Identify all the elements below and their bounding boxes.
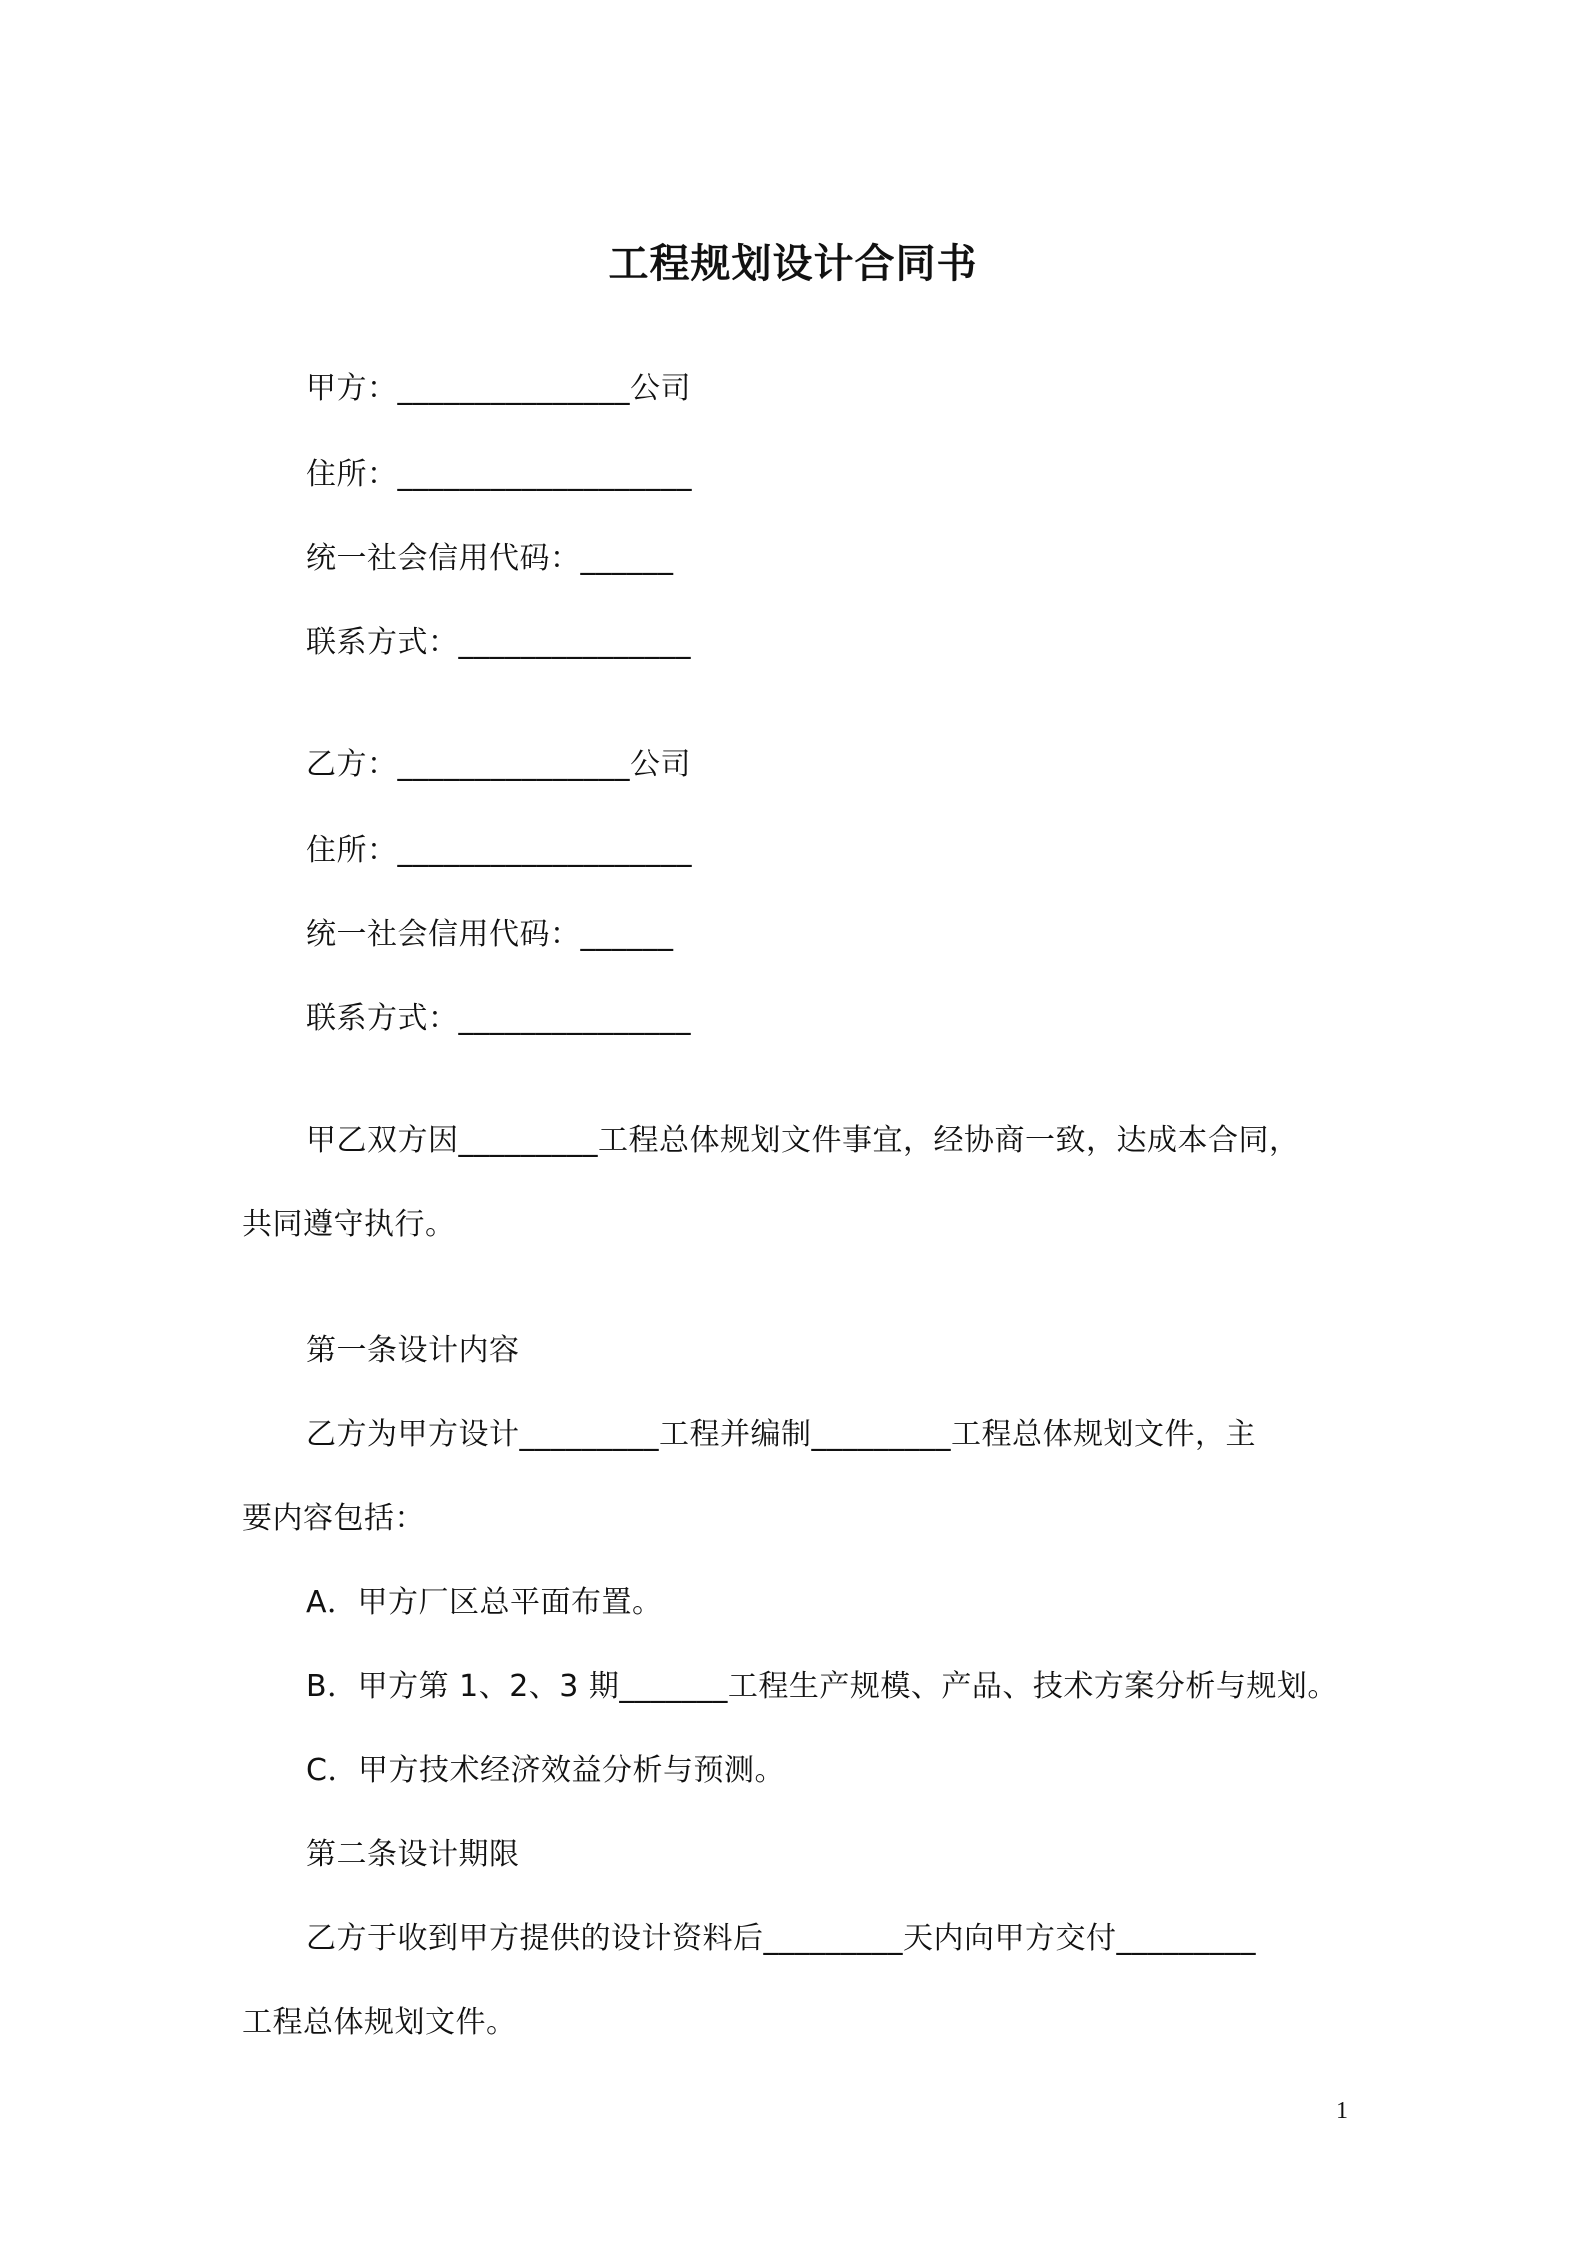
article-1-item-a: A．甲方厂区总平面布置。 xyxy=(306,1585,663,1620)
party-a-address: 住所：___________________ xyxy=(306,457,692,492)
preamble-line-2: 共同遵守执行。 xyxy=(242,1207,456,1242)
document-title: 工程规划设计合同书 xyxy=(608,241,978,287)
article-1-line-1: 乙方为甲方设计_________工程并编制_________工程总体规划文件，主 xyxy=(306,1417,1256,1452)
party-b-address: 住所：___________________ xyxy=(306,833,692,868)
article-2-heading: 第二条设计期限 xyxy=(306,1837,520,1872)
party-b-name: 乙方：_______________公司 xyxy=(306,747,691,782)
party-a-name: 甲方：_______________公司 xyxy=(306,371,691,406)
article-1-line-2: 要内容包括： xyxy=(242,1501,425,1536)
party-a-contact: 联系方式：_______________ xyxy=(306,625,691,660)
party-b-contact: 联系方式：_______________ xyxy=(306,1001,691,1036)
party-b-credit-code: 统一社会信用代码：______ xyxy=(306,917,674,952)
article-1-item-b: B．甲方第 1、2、3 期_______工程生产规模、产品、技术方案分析与规划。 xyxy=(306,1669,1338,1704)
article-2-line-1: 乙方于收到甲方提供的设计资料后_________天内向甲方交付_________ xyxy=(306,1921,1256,1956)
article-2-line-2: 工程总体规划文件。 xyxy=(242,2005,517,2040)
page-number: 1 xyxy=(1336,2098,1348,2124)
party-a-credit-code: 统一社会信用代码：______ xyxy=(306,541,674,576)
preamble-line-1: 甲乙双方因_________工程总体规划文件事宜，经协商一致，达成本合同， xyxy=(306,1123,1300,1158)
article-1-item-c: C．甲方技术经济效益分析与预测。 xyxy=(306,1753,785,1788)
article-1-heading: 第一条设计内容 xyxy=(306,1333,520,1368)
